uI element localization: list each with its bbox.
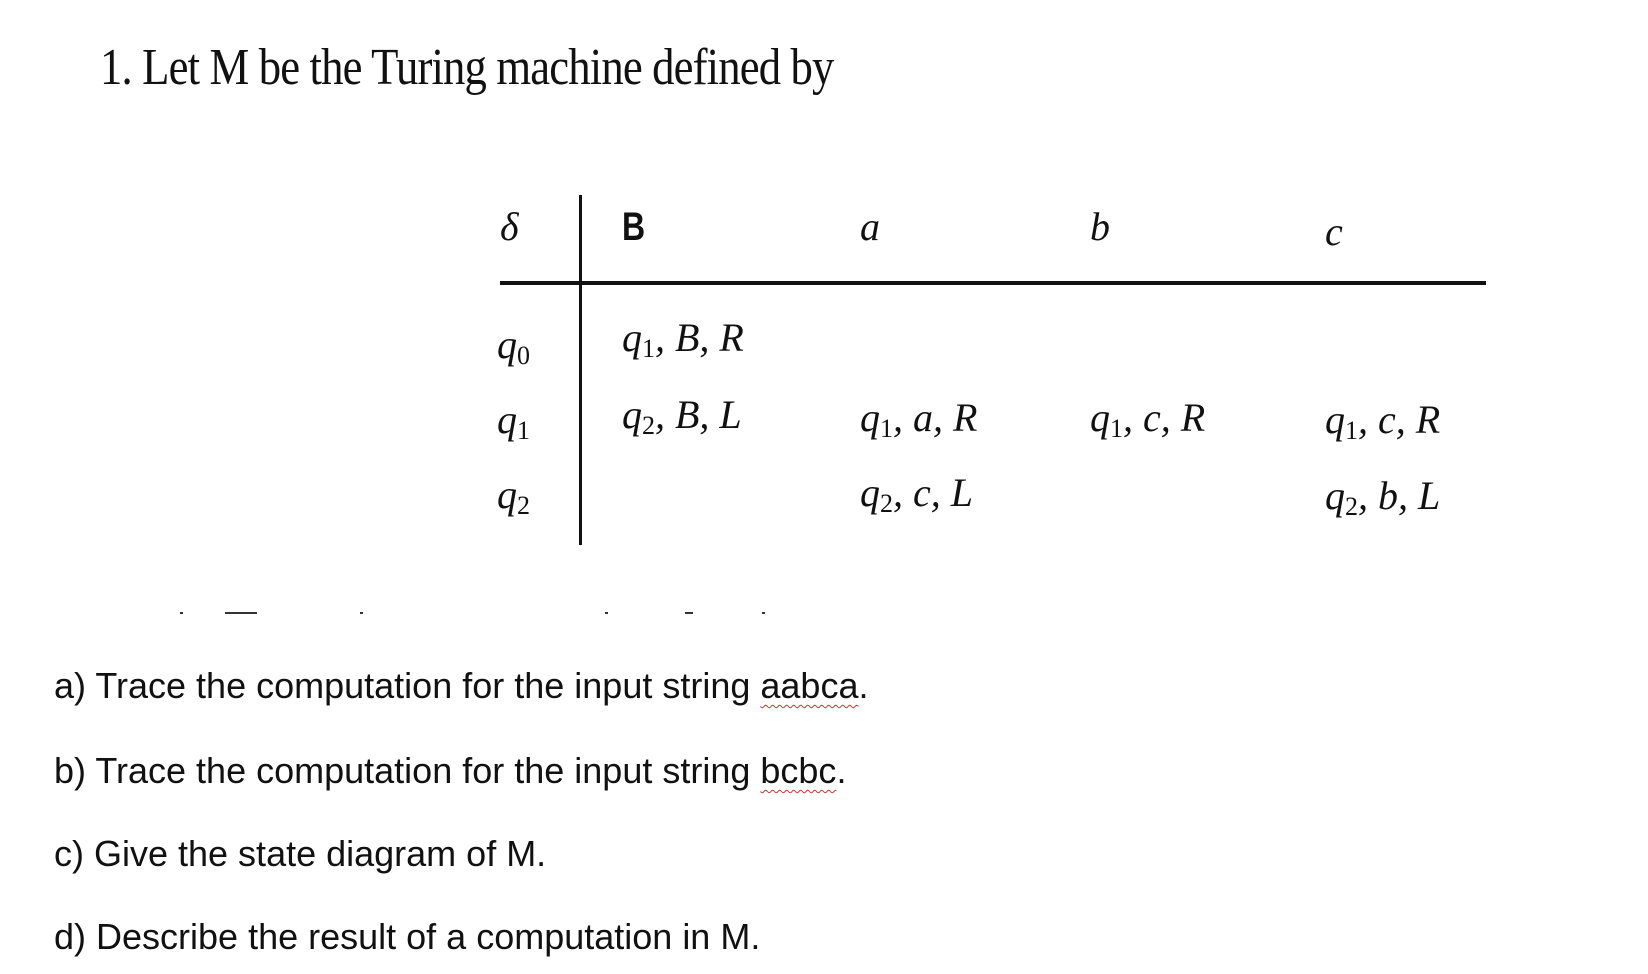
column-header-a: a [860, 204, 880, 249]
input-string-aabca: aabca [760, 665, 859, 706]
column-header-b: b [1090, 204, 1110, 249]
column-header-c: c [1325, 209, 1343, 254]
column-header-B: B [622, 205, 646, 249]
transition-q2-a: $q_2$, c, L [860, 470, 973, 518]
transition-q1-c: $q_1$, c, R [1325, 397, 1441, 445]
row-state-q1: $q_1$ [497, 397, 530, 445]
transition-q0-B: $q_1$, B, R [622, 315, 744, 363]
transition-q1-a: $q_1$, a, R [860, 395, 978, 443]
question-d: d) Describe the result of a computation in M. [54, 916, 761, 957]
row-state-q0: $q_0$ [497, 322, 530, 370]
question-a: a) Trace the computation for the input string aabca. [54, 665, 869, 706]
problem-title: 1. Let M be the Turing machine defined by [100, 39, 834, 96]
scan-artifact-dashes [180, 612, 780, 618]
input-string-bcbc: bcbc [760, 750, 837, 791]
question-c: c) Give the state diagram of M. [54, 833, 547, 874]
state-column-rule [579, 195, 582, 545]
table-corner-delta: δ [500, 204, 519, 249]
header-rule [500, 281, 1486, 285]
transition-q1-b: $q_1$, c, R [1090, 395, 1206, 443]
row-state-q2: $q_2$ [497, 472, 530, 520]
question-b: b) Trace the computation for the input string bcbc. [54, 750, 847, 791]
transition-q2-c: $q_2$, b, L [1325, 473, 1441, 521]
transition-q1-B: $q_2$, B, L [622, 392, 742, 440]
